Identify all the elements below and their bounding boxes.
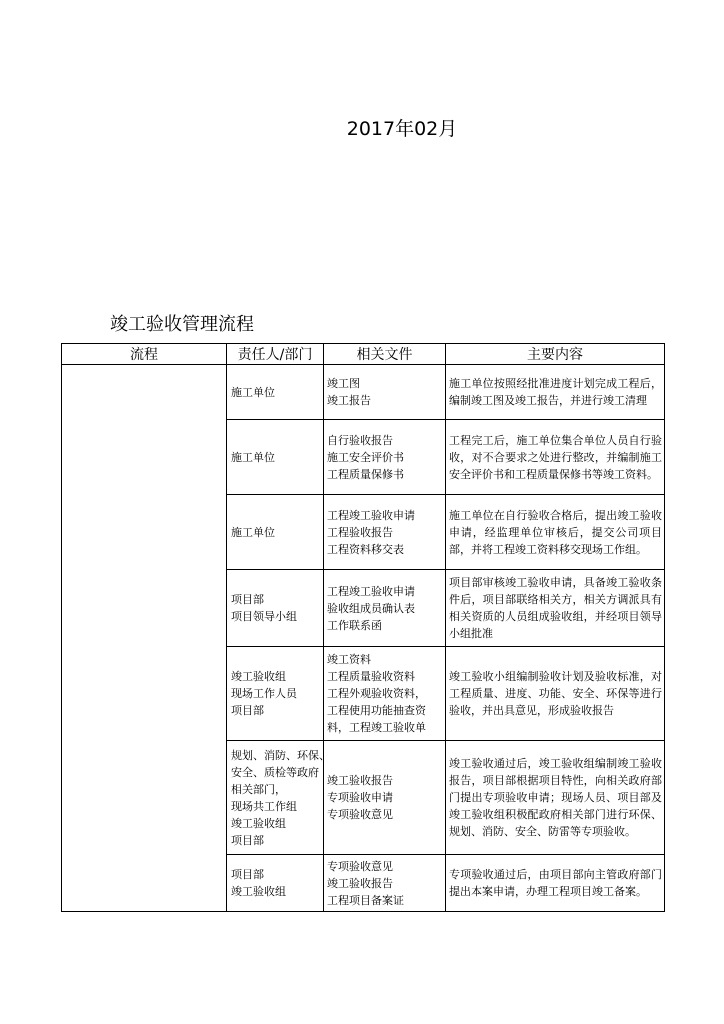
content-cell: 工程完工后，施工单位集合单位人员自行验收，对不合要求之处进行整改，并编制施工安全评价书和工程质量保修书等竣工资料。 <box>446 420 665 495</box>
documents-cell: 专项验收意见 竣工验收报告 工程项目备案证 <box>324 855 446 912</box>
responsible-cell: 施工单位 <box>227 365 324 420</box>
content-cell: 施工单位按照经批准进度计划完成工程后，编制竣工图及竣工报告，并进行竣工清理 <box>446 365 665 420</box>
content-cell: 竣工验收通过后，竣工验收组编制竣工验收报告，项目部根据项目特性，向相关政府部门提出专项验收申请；现场人员、项目部及竣工验收组积极配政府相关部门进行环保、规划、消防、安全、防雷等专项验收。 <box>446 741 665 855</box>
content-cell: 竣工验收小组编制验收计划及验收标准，对工程质量、进度、功能、安全、环保等进行验收，并出具意见，形成验收报告 <box>446 647 665 741</box>
responsible-cell: 竣工验收组 现场工作人员 项目部 <box>227 647 324 741</box>
responsible-cell: 施工单位 <box>227 495 324 570</box>
documents-cell: 工程竣工验收申请 工程验收报告 工程资料移交表 <box>324 495 446 570</box>
flow-chart-cell <box>62 365 227 912</box>
responsible-cell: 项目部 项目领导小组 <box>227 570 324 647</box>
responsible-cell: 项目部 竣工验收组 <box>227 855 324 912</box>
header-content: 主要内容 <box>446 344 665 365</box>
header-responsible: 责任人/部门 <box>227 344 324 365</box>
documents-cell: 工程竣工验收申请 验收组成员确认表 工作联系函 <box>324 570 446 647</box>
documents-cell: 自行验收报告 施工安全评价书 工程质量保修书 <box>324 420 446 495</box>
documents-cell: 竣工资料 工程质量验收资料 工程外观验收资料， 工程使用功能抽查资 料，工程竣工验收单 <box>324 647 446 741</box>
table-header-row <box>62 344 665 365</box>
section-title: 竣工验收管理流程 <box>110 314 254 335</box>
content-cell: 专项验收通过后，由项目部向主管政府部门提出本案申请，办理工程项目竣工备案。 <box>446 855 665 912</box>
documents-cell: 竣工图 竣工报告 <box>324 365 446 420</box>
content-cell: 项目部审核竣工验收申请，具备竣工验收条件后，项目部联络相关方，相关方调派具有相关资质的人员组成验收组，并经项目领导小组批准 <box>446 570 665 647</box>
responsible-cell: 规划、消防、环保、 安全、质检等政府 相关部门， 现场共工作组 竣工验收组 项目部 <box>227 741 324 855</box>
documents-cell: 竣工验收报告 专项验收申请 专项验收意见 <box>324 741 446 855</box>
table-row <box>62 365 665 420</box>
acceptance-flow-table <box>61 343 665 912</box>
header-documents: 相关文件 <box>324 344 446 365</box>
document-date: 2017年02月 <box>346 118 458 140</box>
content-cell: 施工单位在自行验收合格后，提出竣工验收申请，经监理单位审核后，提交公司项目部，并将工程竣工资料移交现场工作组。 <box>446 495 665 570</box>
responsible-cell: 施工单位 <box>227 420 324 495</box>
header-flow: 流程 <box>62 344 227 365</box>
